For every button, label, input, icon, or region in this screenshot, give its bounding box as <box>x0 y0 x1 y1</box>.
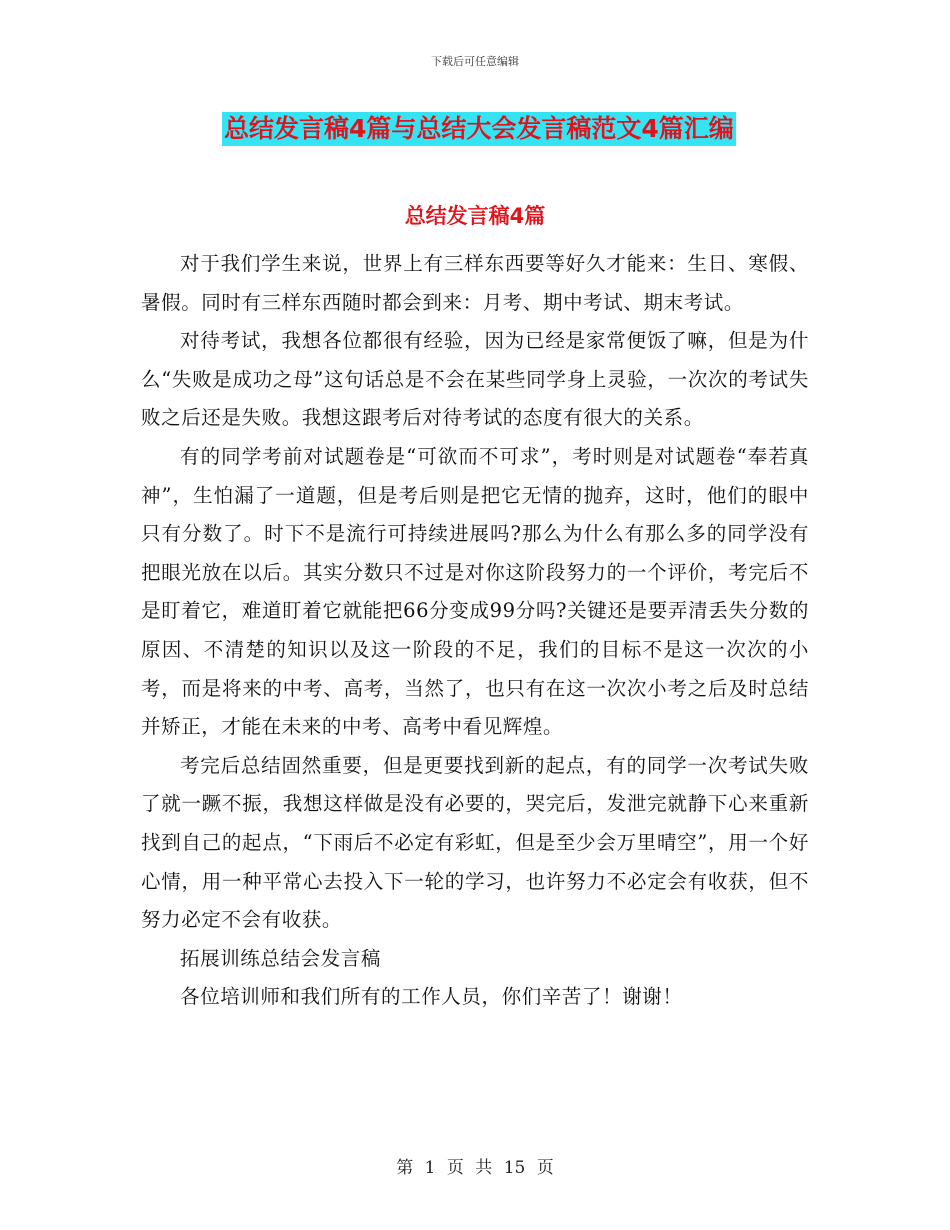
paragraph: 考完后总结固然重要，但是更要找到新的起点，有的同学一次考试失败了就一蹶不振，我想这样做是没有必要的，哭完后，发泄完就静下心来重新找到自己的起点，“下雨后不必定有彩虹，但是至少会万里晴空”，用一个好心情，用一种平常心去投入下一轮的学习，也许努力不必定会有收获，但不努力必定不会有收获。 <box>141 753 809 932</box>
paragraph: 拓展训练总结会发言稿 <box>180 946 382 970</box>
paragraph: 有的同学考前对试题卷是“可欲而不可求”，考时则是对试题卷“奉若真神”，生怕漏了一道题，但是考后则是把它无情的抛弃，这时，他们的眼中只有分数了。时下不是流行可持续进展吗?那么为什么有那么多的同学没有把眼光放在以后。其实分数只不过是对你这阶段努力的一个评价，考完后不是盯着它，难道盯着它就能把66分变成99分吗?关键还是要弄清丢失分数的原因、不清楚的知识以及这一阶段的不足，我们的目标不是这一次次的小考，而是将来的中考、高考，当然了，也只有在这一次次小考之后及时总结并矫正，才能在未来的中考、高考中看见辉煌。 <box>141 444 809 739</box>
paragraph: 对待考试，我想各位都很有经验，因为已经是家常便饭了嘛，但是为什么“失败是成功之母”这句话总是不会在某些同学身上灵验，一次次的考试失败之后还是失败。我想这跟考后对待考试的态度有很大的关系。 <box>141 329 809 430</box>
document-body <box>141 245 809 1017</box>
paragraph: 各位培训师和我们所有的工作人员，你们辛苦了！谢谢！ <box>180 985 683 1009</box>
document-title: 总结发言稿4篇与总结大会发言稿范文4篇汇编 <box>222 112 736 146</box>
section-title: 总结发言稿4篇 <box>404 204 546 228</box>
page-indicator: 第 1 页 共 15 页 <box>396 1158 554 1178</box>
header-note: 下载后可任意编辑 <box>431 55 519 68</box>
paragraph: 对于我们学生来说，世界上有三样东西要等好久才能来：生日、寒假、暑假。同时有三样东西随时都会到来：月考、期中考试、期末考试。 <box>141 252 809 314</box>
